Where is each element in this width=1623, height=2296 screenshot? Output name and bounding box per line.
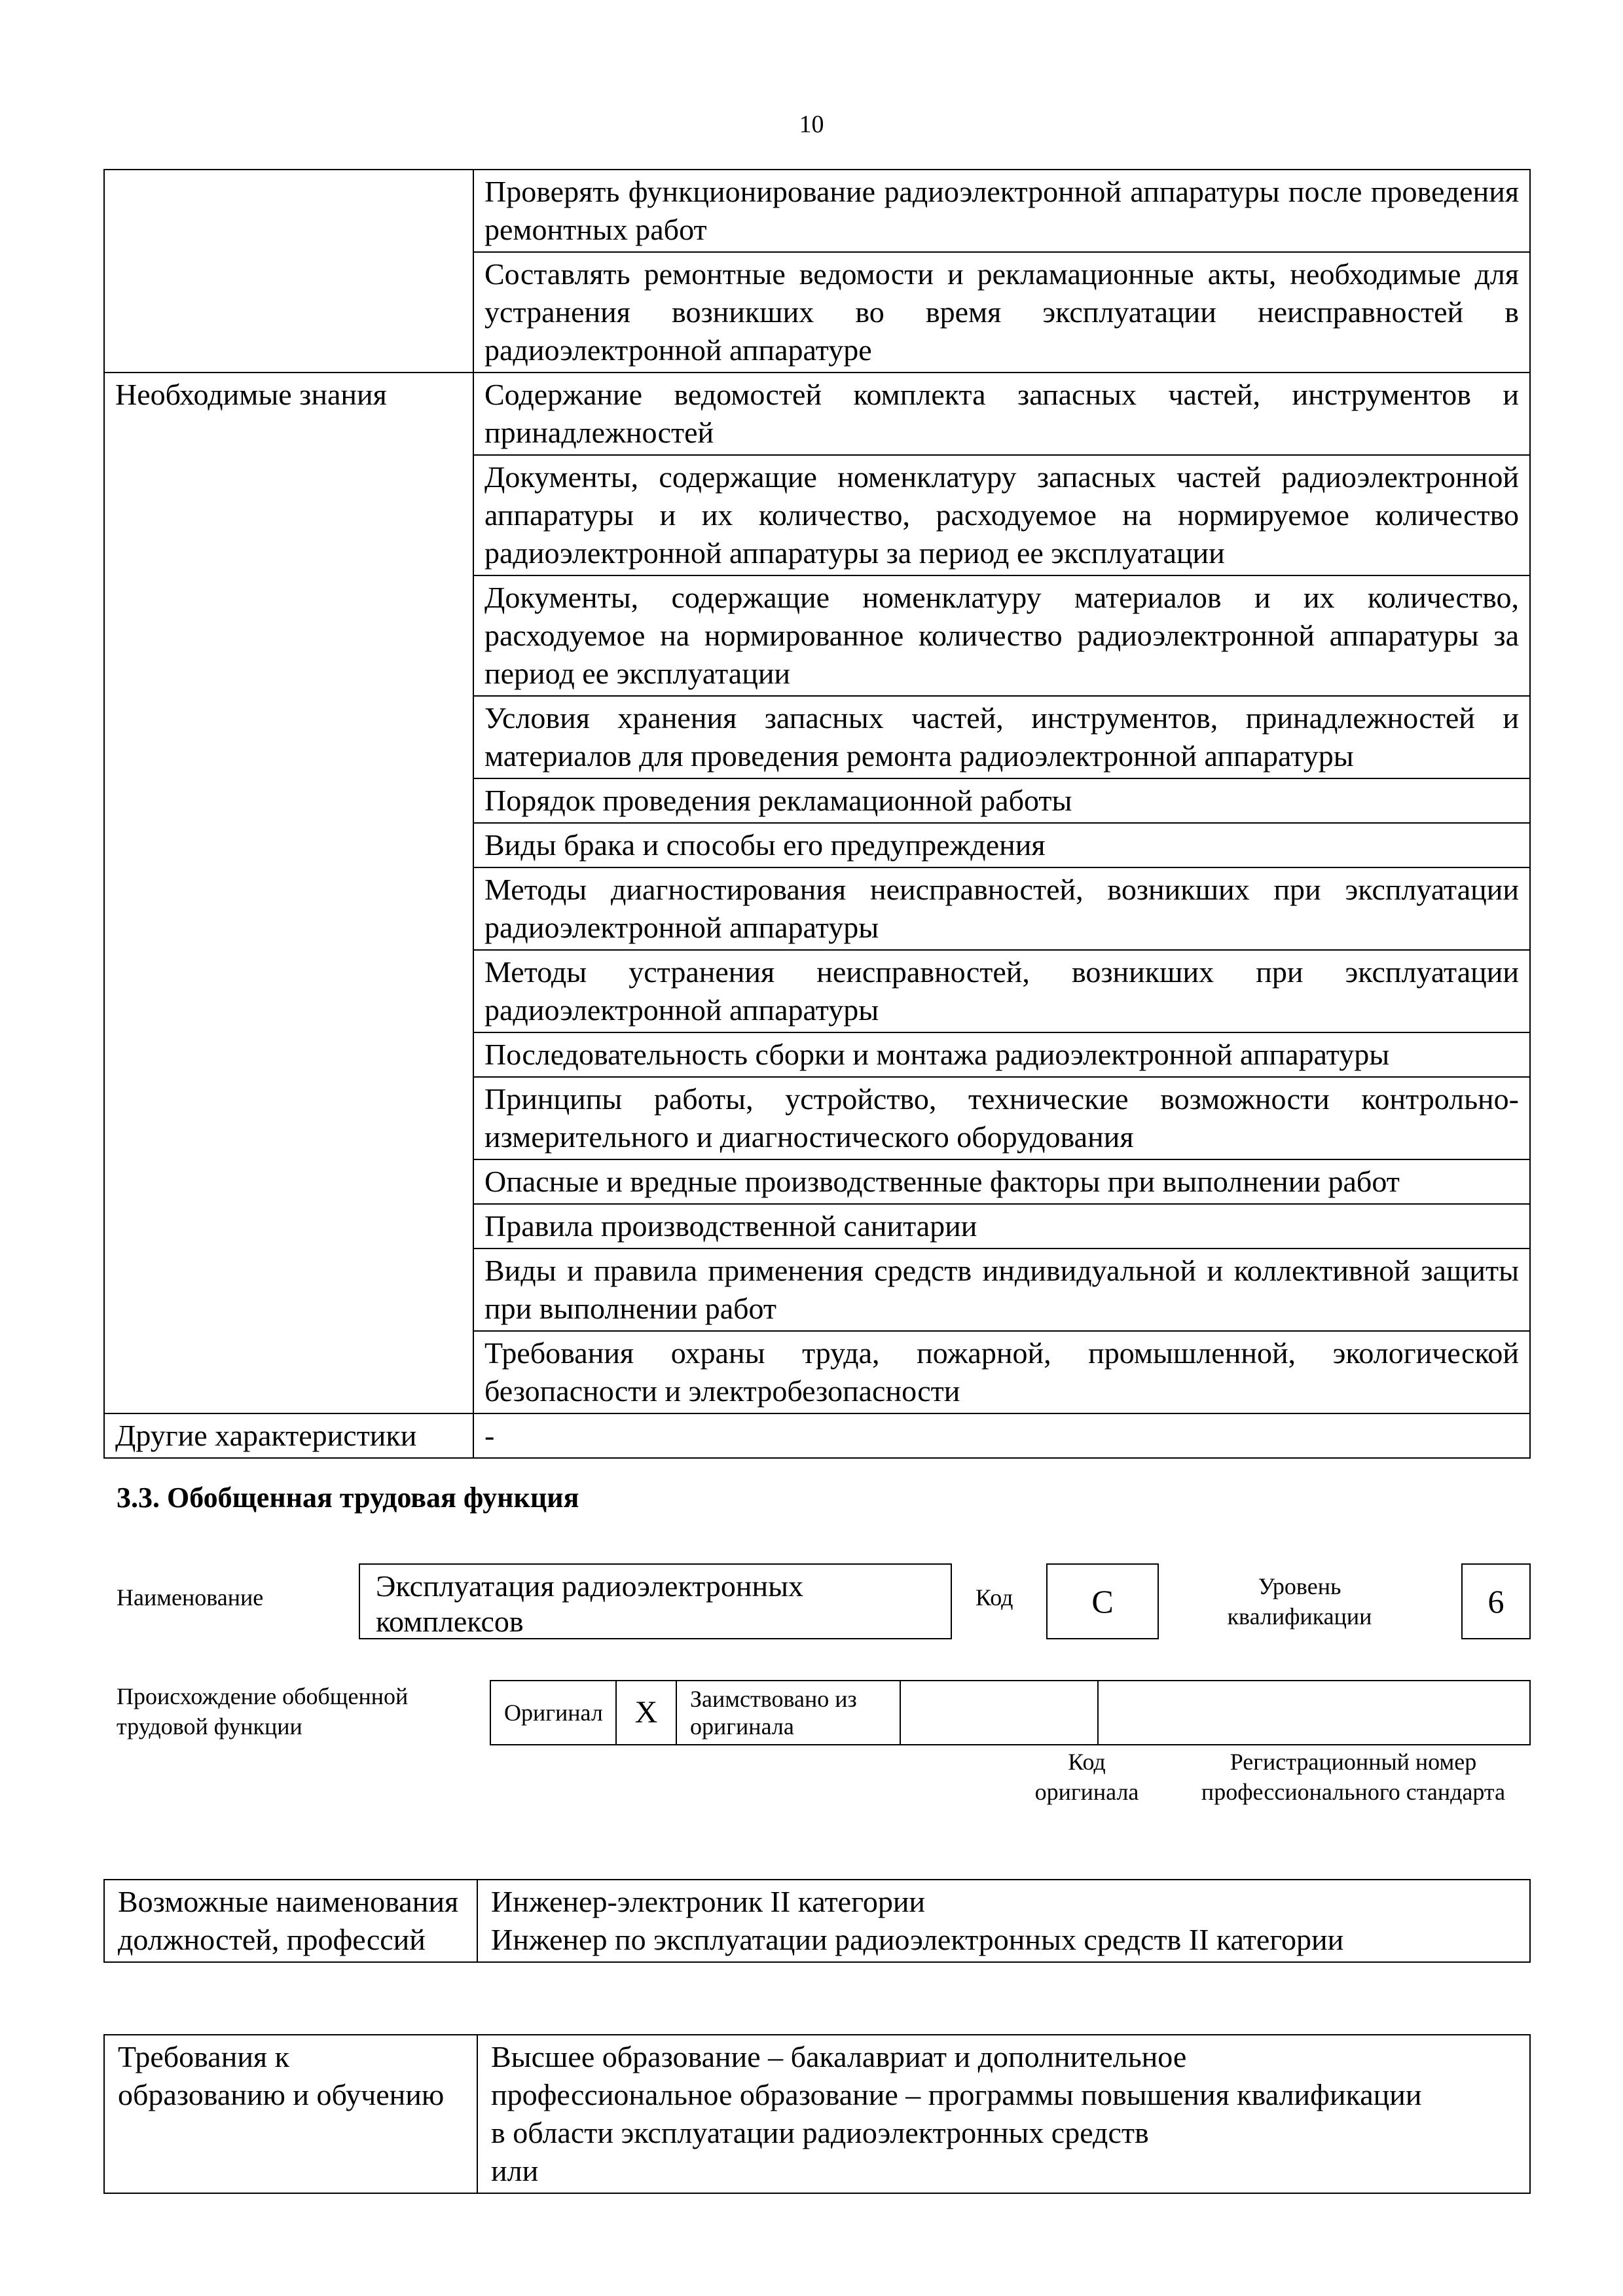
row-category: Необходимые знания bbox=[104, 373, 473, 1413]
row-text: Требования охраны труда, пожарной, промышленной, экологической безопасности и электробезопасности bbox=[473, 1331, 1530, 1413]
row-category: Другие характеристики bbox=[104, 1413, 473, 1458]
row-text: Документы, содержащие номенклатуру материалов и их количество, расходуемое на нормированное количество радиоэлектронной аппаратуры за период ее эксплуатации bbox=[473, 575, 1530, 696]
row-text: Составлять ремонтные ведомости и рекламационные акты, необходимые для устранения возникших во время эксплуатации неисправностей в радиоэлектронной аппаратуре bbox=[473, 252, 1530, 373]
level-value: 6 bbox=[1461, 1563, 1531, 1639]
row-text: Виды и правила применения средств индивидуальной и коллективной защиты при выполнении работ bbox=[473, 1248, 1530, 1331]
education-text bbox=[477, 2035, 1530, 2193]
knowledge-row bbox=[104, 373, 1530, 455]
education-label: Требования к образованию и обучению bbox=[104, 2035, 477, 2193]
section-title: 3.3. Обобщенная трудовая функция bbox=[117, 1482, 579, 1514]
row-category bbox=[104, 170, 473, 373]
origin-reg-number-cell bbox=[1098, 1681, 1530, 1745]
row-text: Порядок проведения рекламационной работы bbox=[473, 778, 1530, 823]
page-number: 10 bbox=[799, 111, 824, 138]
row-text: Виды брака и способы его предупреждения bbox=[473, 823, 1530, 867]
origin-code-cell bbox=[900, 1681, 1098, 1745]
name-value: Эксплуатация радиоэлектронных комплексов bbox=[359, 1563, 952, 1639]
education-line: в области эксплуатации радиоэлектронных средств bbox=[491, 2116, 1149, 2149]
origin-table bbox=[490, 1680, 1531, 1745]
knowledge-row bbox=[104, 170, 1530, 252]
row-text: Последовательность сборки и монтажа радиоэлектронной аппаратуры bbox=[473, 1032, 1530, 1077]
code-original-caption: Код оригинала bbox=[1034, 1749, 1139, 1805]
row-text: - bbox=[473, 1413, 1530, 1458]
positions-table bbox=[103, 1879, 1531, 1963]
origin-borrowed: Заимствовано из оригинала bbox=[676, 1681, 900, 1745]
positions-list bbox=[477, 1880, 1530, 1962]
row-text: Опасные и вредные производственные факторы при выполнении работ bbox=[473, 1159, 1530, 1204]
position-item: Инженер по эксплуатации радиоэлектронных средств II категории bbox=[491, 1923, 1344, 1956]
education-line: или bbox=[491, 2154, 539, 2187]
row-text: Содержание ведомостей комплекта запасных частей, инструментов и принадлежностей bbox=[473, 373, 1530, 455]
origin-label: Происхождение обобщенной трудовой функции bbox=[117, 1683, 409, 1740]
education-line: профессиональное образование – программы повышения квалификации bbox=[491, 2078, 1422, 2111]
reg-number-caption: Регистрационный номер профессионального стандарта bbox=[1201, 1749, 1506, 1805]
code-value: С bbox=[1046, 1563, 1159, 1639]
education-table bbox=[103, 2034, 1531, 2194]
row-text: Условия хранения запасных частей, инструментов, принадлежностей и материалов для проведения ремонта радиоэлектронной аппаратуры bbox=[473, 696, 1530, 778]
level-label: Уровень квалификации bbox=[1227, 1573, 1372, 1630]
origin-original: Оригинал bbox=[490, 1681, 616, 1745]
knowledge-row bbox=[104, 1413, 1530, 1458]
row-text: Методы устранения неисправностей, возникших при эксплуатации радиоэлектронной аппаратуры bbox=[473, 950, 1530, 1032]
name-label: Наименование bbox=[117, 1584, 264, 1611]
row-text: Правила производственной санитарии bbox=[473, 1204, 1530, 1248]
row-text: Документы, содержащие номенклатуру запасных частей радиоэлектронной аппаратуры и их количество, расходуемое на нормируемое количество радиоэлектронной аппаратуры за период ее эксплуатации bbox=[473, 455, 1530, 575]
row-text: Проверять функционирование радиоэлектронной аппаратуры после проведения ремонтных работ bbox=[473, 170, 1530, 252]
position-item: Инженер-электроник II категории bbox=[491, 1885, 926, 1918]
row-text: Принципы работы, устройство, технические возможности контрольно-измерительного и диагностического оборудования bbox=[473, 1077, 1530, 1159]
positions-label: Возможные наименования должностей, профессий bbox=[104, 1880, 477, 1962]
education-line: Высшее образование – бакалавриат и дополнительное bbox=[491, 2040, 1187, 2073]
origin-mark: Х bbox=[616, 1681, 676, 1745]
row-text: Методы диагностирования неисправностей, возникших при эксплуатации радиоэлектронной аппаратуры bbox=[473, 867, 1530, 950]
code-label: Код bbox=[976, 1584, 1013, 1611]
knowledge-table bbox=[103, 169, 1531, 1459]
